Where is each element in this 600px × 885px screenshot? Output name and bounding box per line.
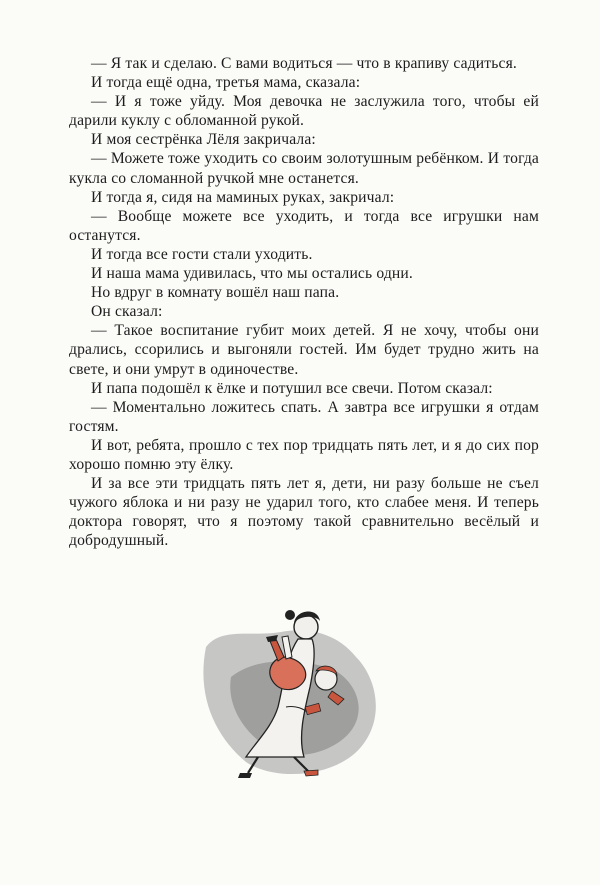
paragraph: Но вдруг в комнату вошёл наш папа.: [91, 284, 340, 302]
paragraph: И моя сестрёнка Лёля закричала:: [91, 131, 316, 149]
paragraph: И тогда все гости стали уходить.: [91, 245, 313, 263]
paragraph: И наша мама удивилась, что мы остались одни.: [91, 265, 413, 283]
paragraph: И тогда я, сидя на маминых руках, закричал:: [91, 188, 395, 206]
paragraph: Он сказал:: [91, 303, 163, 321]
paragraph: — Моментально ложитесь спать. А завтра все игрушки я отдам гостям.: [69, 398, 539, 435]
mother-carrying-child-illustration: [186, 587, 396, 787]
paragraph: — Вообще можете все уходить, и тогда все игрушки нам останутся.: [69, 207, 539, 244]
paragraph: — Я так и сделаю. С вами водиться — что в крапиву садиться.: [91, 55, 517, 72]
paragraph: И вот, ребята, прошло с тех пор тридцать пять лет, и я до сих пор хорошо помню эту ёлку.: [69, 436, 539, 473]
paragraph: И папа подошёл к ёлке и потушил все свечи. Потом сказал:: [91, 379, 493, 397]
paragraph: И за все эти тридцать пять лет я, дети, ни разу больше не съел чужого яблока и ни разу не ударил того, кто слабее меня. И теперь доктора говорят, что я поэтому такой сравнительно весёлый и добродушный.: [69, 475, 539, 550]
paragraph: — Такое воспитание губит моих детей. Я не хочу, чтобы они дрались, ссорились и выгоняли гостей. Им будет трудно жить на свете, и они умрут в одиночестве.: [69, 322, 539, 378]
paragraph: — Можете тоже уходить со своим золотушным ребёнком. И тогда кукла со сломанной ручкой мне останется.: [69, 150, 539, 187]
story-text: [69, 54, 539, 550]
paragraph: — И я тоже уйду. Моя девочка не заслужила того, чтобы ей дарили куклу с обломанной рукой.: [69, 93, 539, 130]
paragraph: И тогда ещё одна, третья мама, сказала:: [91, 74, 361, 92]
